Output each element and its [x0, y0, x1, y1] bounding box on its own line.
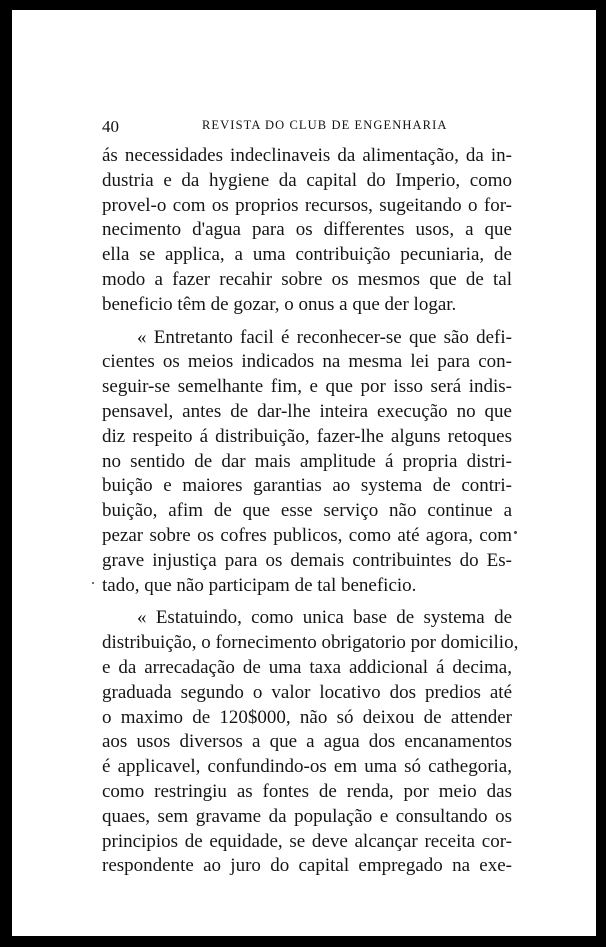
text-line: tado, que não participam de tal beneficio. — [102, 574, 417, 596]
paragraph-3 — [102, 606, 519, 879]
text-line: modo a fazer recahir sobre os mesmos que de tal — [102, 268, 512, 290]
text-line: necimento d'agua para os differentes usos, a que — [102, 219, 512, 241]
text-line: ás necessidades indeclinaveis da alimentação, da in- — [102, 145, 512, 166]
text-line: graduada segundo o valor locativo dos predios até — [102, 681, 512, 703]
text-line: pezar sobre os cofres publicos, como até agora, com — [102, 524, 512, 546]
text-line: distribuição, o fornecimento obrigatorio por domicilio, — [102, 632, 519, 654]
print-speck — [514, 531, 517, 534]
text-line: « Entretanto facil é reconhecer-se que são defi- — [137, 326, 512, 348]
text-line: principios de equidade, se deve alcançar receita cor- — [102, 830, 512, 852]
text-line: provel-o com os proprios recursos, sugeitando o for- — [102, 194, 512, 216]
text-line: beneficio têm de gozar, o onus a que der logar. — [102, 293, 457, 315]
text-line: aos usos diversos a que a agua dos encanamentos — [102, 731, 512, 753]
journal-title: REVISTA DO CLUB DE ENGENHARIA — [202, 118, 448, 132]
paragraph-1 — [102, 144, 512, 318]
text-line: e da arrecadação de uma taxa addicional á decima, — [102, 656, 512, 678]
text-line: quaes, sem gravame da população e consultando os — [102, 805, 512, 827]
text-line: « Estatuindo, como unica base de systema de — [137, 607, 512, 629]
print-speck — [92, 582, 94, 584]
body-text — [102, 144, 519, 887]
running-head — [102, 115, 522, 139]
text-line: buição, afim de que esse serviço não continue a — [102, 500, 512, 522]
text-line: dustria e da hygiene da capital do Imperio, como — [102, 169, 512, 191]
text-line: seguir-se semelhante fim, e que por isso será indis- — [102, 376, 512, 398]
text-line: como restringiu as fontes de renda, por meio das — [102, 780, 512, 802]
text-line: buição e maiores garantias ao systema de contri- — [102, 475, 512, 497]
page-number: 40 — [102, 117, 119, 136]
text-line: o maximo de 120$000, não só deixou de attender — [102, 706, 512, 728]
paragraph-2 — [102, 326, 512, 599]
text-line: no sentido de dar mais amplitude á propria distri- — [102, 450, 512, 472]
text-line: é applicavel, confundindo-os em uma só cathegoria, — [102, 756, 512, 778]
text-line: respondente ao juro do capital empregado na exe- — [102, 855, 512, 877]
text-line: ella se applica, a uma contribuição pecuniaria, de — [102, 244, 512, 266]
text-line: grave injustiça para os demais contribuintes do Es- — [102, 549, 512, 571]
text-line: cientes os meios indicados na mesma lei para con- — [102, 351, 512, 373]
text-line: pensavel, antes de dar-lhe inteira execução no que — [102, 400, 512, 422]
text-line: diz respeito á distribuição, fazer-lhe alguns retoques — [102, 425, 512, 447]
page-sheet — [12, 10, 596, 936]
